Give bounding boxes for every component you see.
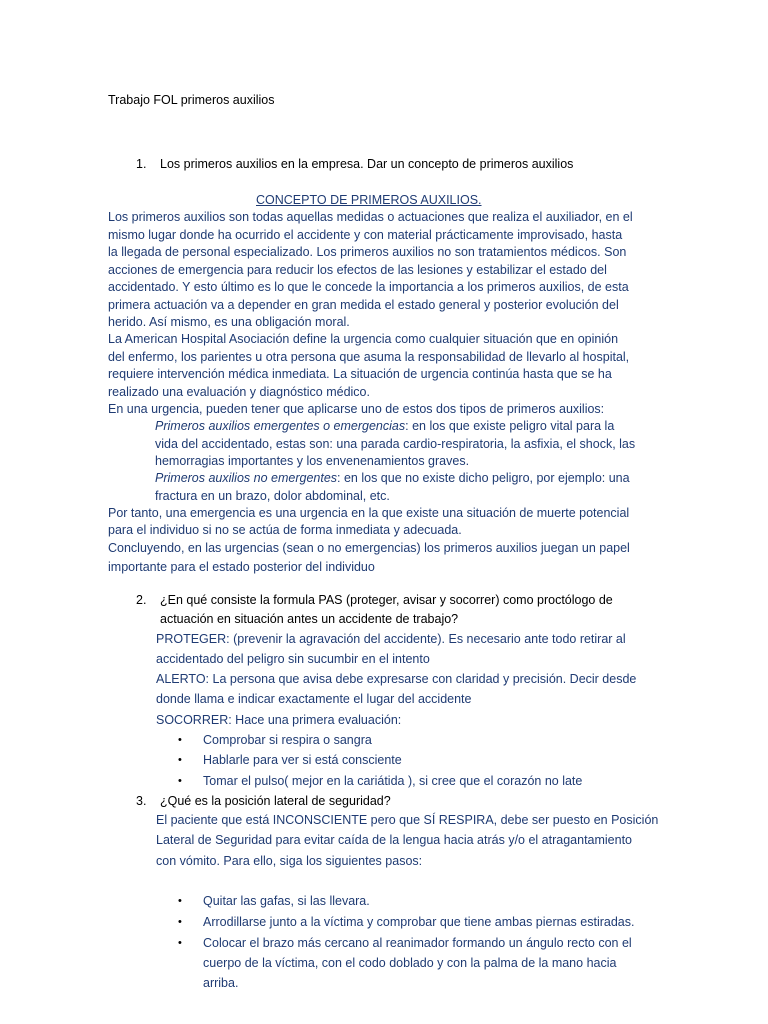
q3-bullet-item: Colocar el brazo más cercano al reanimador formando un ángulo recto con el <box>203 936 632 950</box>
concept-p4-line: para el individuo si no se actúa de forma inmediata y adecuada. <box>108 523 462 537</box>
type-2-desc: : en los que no existe dicho peligro, por ejemplo: una <box>337 471 630 485</box>
concept-p4-line: Por tanto, una emergencia es una urgencia en la que existe una situación de muerte potencial <box>108 506 630 520</box>
type-1-first-line <box>155 418 614 435</box>
concept-p1-line: accidentado. Y esto último es lo que le concede la importancia a los primeros auxilios, de esta <box>108 280 629 294</box>
question-2-number: 2. <box>136 593 147 607</box>
q2-bullet-item: Tomar el pulso( mejor en la cariátida ), si cree que el corazón no late <box>203 774 583 788</box>
concept-p1-line: primera actuación va a depender en gran medida el estado general y posterior evolución del <box>108 298 619 312</box>
q2-bullet-item: Comprobar si respira o sangra <box>203 733 372 747</box>
alerto-line: ALERTO: La persona que avisa debe expresarse con claridad y precisión. Decir desde <box>156 672 637 686</box>
q3-bullet-item: Quitar las gafas, si las llevara. <box>203 894 370 908</box>
q2-bullet-item: Hablarle para ver si está consciente <box>203 753 402 767</box>
q3-bullet-item: Arrodillarse junto a la víctima y comprobar que tiene ambas piernas estiradas. <box>203 915 635 929</box>
socorrer-line: SOCORRER: Hace una primera evaluación: <box>156 713 402 727</box>
question-1-text: Los primeros auxilios en la empresa. Dar un concepto de primeros auxilios <box>160 157 574 171</box>
concept-p2-line: realizado una evaluación y diagnóstico médico. <box>108 385 370 399</box>
proteger-line: PROTEGER: (prevenir la agravación del accidente). Es necesario ante todo retirar al <box>156 632 626 646</box>
bullet-icon: • <box>178 937 182 949</box>
q3-bullet-item-cont: cuerpo de la víctima, con el codo doblado y con la palma de la mano hacia <box>203 956 617 970</box>
q3-intro-line: con vómito. Para ello, siga los siguientes pasos: <box>156 854 423 868</box>
concept-p1-line: herido. Así mismo, es una obligación moral. <box>108 315 350 329</box>
question-3-number: 3. <box>136 794 147 808</box>
bullet-icon: • <box>178 775 182 787</box>
concept-p1-line: mismo lugar donde ha ocurrido el accidente y con material prácticamente improvisado, hasta <box>108 228 623 242</box>
concept-p2-line: requiere intervención médica inmediata. La situación de urgencia continúa hasta que se ha <box>108 367 612 381</box>
concept-heading: CONCEPTO DE PRIMEROS AUXILIOS. <box>256 193 482 207</box>
concept-p5-line: Concluyendo, en las urgencias (sean o no emergencias) los primeros auxilios juegan un papel <box>108 541 630 555</box>
question-2-text: actuación en situación antes un accidente de trabajo? <box>160 612 459 626</box>
concept-p2-line: La American Hospital Asociación define la urgencia como cualquier situación que en opinión <box>108 332 619 346</box>
document-title: Trabajo FOL primeros auxilios <box>108 93 275 107</box>
concept-p3: En una urgencia, pueden tener que aplicarse uno de estos dos tipos de primeros auxilios: <box>108 402 605 416</box>
type-1-desc: : en los que existe peligro vital para la <box>405 419 615 433</box>
q3-bullet-item-cont: arriba. <box>203 976 239 990</box>
concept-p5-line: importante para el estado posterior del individuo <box>108 560 375 574</box>
question-3-text: ¿Qué es la posición lateral de seguridad? <box>160 794 391 808</box>
question-1-number: 1. <box>136 157 147 171</box>
type-2-label: Primeros auxilios no emergentes <box>155 471 338 485</box>
concept-p1-line: Los primeros auxilios son todas aquellas medidas o actuaciones que realiza el auxiliador, en el <box>108 210 633 224</box>
concept-p1-line: acciones de emergencia para reducir los efectos de las lesiones y estabilizar el estado del <box>108 263 607 277</box>
bullet-icon: • <box>178 895 182 907</box>
type-1-line: hemorragias importantes y los envenenamientos graves. <box>155 454 470 468</box>
type-1-line: vida del accidentado, estas son: una parada cardio-respiratoria, la asfixia, el shock, las <box>155 437 636 451</box>
type-1-label: Primeros auxilios emergentes o emergencias <box>155 419 406 433</box>
alerto-line: donde llama e indicar exactamente el lugar del accidente <box>156 692 472 706</box>
bullet-icon: • <box>178 734 182 746</box>
bullet-icon: • <box>178 916 182 928</box>
concept-p2-line: del enfermo, los parientes u otra persona que asuma la responsabilidad de llevarlo al hospital, <box>108 350 630 364</box>
question-2-text: ¿En qué consiste la formula PAS (proteger, avisar y socorrer) como proctólogo de <box>160 593 613 607</box>
proteger-line: accidentado del peligro sin sucumbir en el intento <box>156 652 430 666</box>
concept-p1-line: la llegada de personal especializado. Los primeros auxilios no son tratamientos médicos. Son <box>108 245 627 259</box>
q3-intro-line: Lateral de Seguridad para evitar caída de la lengua hacia atrás y/o el atragantamiento <box>156 833 633 847</box>
bullet-icon: • <box>178 754 182 766</box>
type-2-line: fractura en un brazo, dolor abdominal, etc. <box>155 489 390 503</box>
q3-intro-line: El paciente que está INCONSCIENTE pero que SÍ RESPIRA, debe ser puesto en Posición <box>156 813 659 827</box>
type-2-first-line <box>155 470 630 487</box>
